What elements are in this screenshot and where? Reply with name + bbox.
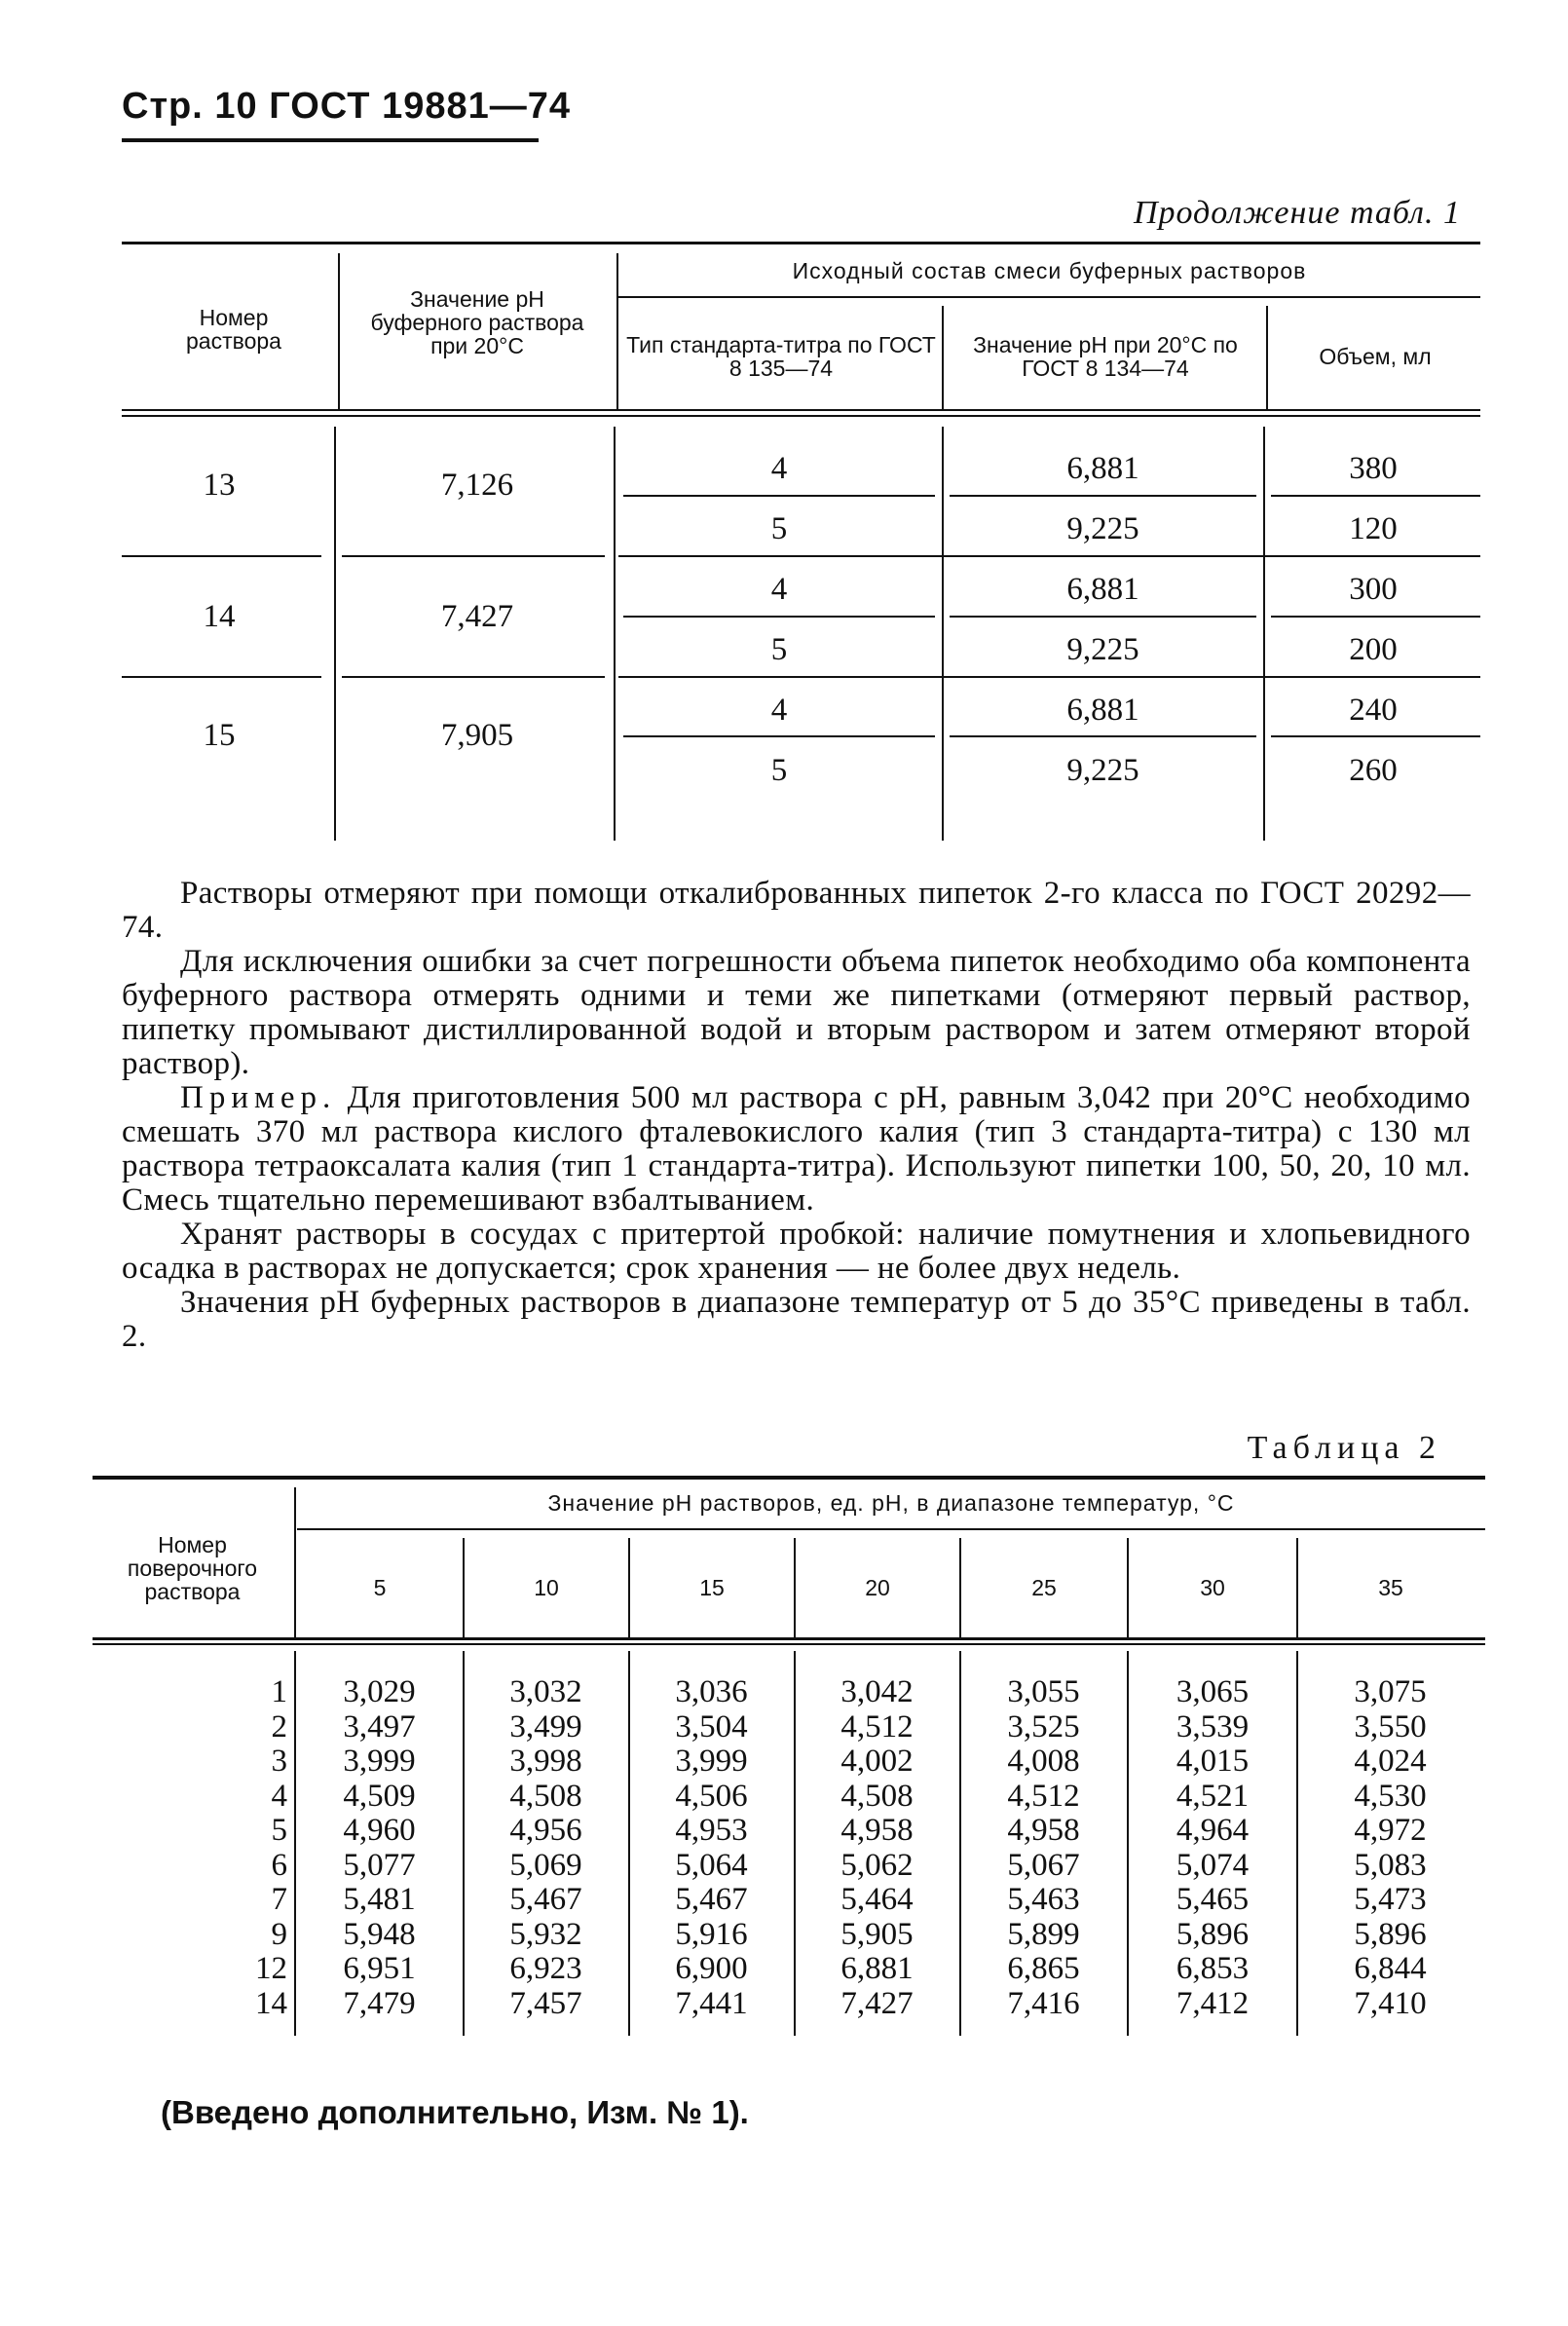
table1-part-volume: 200 bbox=[1349, 631, 1398, 667]
table1 bbox=[122, 242, 1480, 845]
table1-vline bbox=[942, 306, 944, 411]
table2-temp-header: 30 bbox=[1200, 1575, 1225, 1600]
table2-temp-header: 15 bbox=[699, 1575, 725, 1600]
table2-vline bbox=[1127, 1651, 1129, 2036]
table1-row-number: 15 bbox=[203, 717, 236, 753]
table2-vline bbox=[628, 1651, 630, 2036]
table1-vline bbox=[1263, 427, 1265, 841]
table1-row-ph: 7,126 bbox=[440, 467, 514, 503]
table1-row-number: 14 bbox=[203, 598, 236, 634]
table1-part-type: 4 bbox=[770, 692, 788, 728]
table1-row-rule bbox=[122, 555, 321, 557]
table2-temp-header: 25 bbox=[1031, 1575, 1057, 1600]
table1-sub-rule bbox=[950, 495, 1256, 497]
paragraph: Хранят растворы в сосудах с притертой пробкой: наличие помутнения и хлопьевидного осадка в растворах не допускается; срок хранения — не более двух недель. bbox=[122, 1217, 1471, 1286]
table2-temp-header: 5 bbox=[373, 1575, 387, 1600]
paragraph-example bbox=[122, 1081, 1471, 1218]
table2-vline bbox=[794, 1651, 796, 2036]
table2 bbox=[93, 1476, 1485, 2041]
table2-header-rule2 bbox=[93, 1643, 1485, 1645]
table1-row-rule bbox=[342, 555, 605, 557]
table2-col-5: 3,029 3,497 3,999 4,509 4,960 5,077 5,481 5,948 6,951 7,479 bbox=[343, 1674, 416, 2021]
table1-row-ph: 7,905 bbox=[440, 717, 514, 753]
table2-col-35: 3,075 3,550 4,024 4,530 4,972 5,083 5,473 5,896 6,844 7,410 bbox=[1354, 1674, 1427, 2021]
table2-vline bbox=[294, 1487, 296, 1637]
table1-part-volume: 240 bbox=[1349, 692, 1398, 728]
table2-temp-header: 20 bbox=[865, 1575, 890, 1600]
table1-sub-rule bbox=[950, 616, 1256, 618]
page-header: Стр. 10 ГОСТ 19881—74 bbox=[122, 86, 572, 127]
table1-row-rule bbox=[122, 676, 321, 678]
table1-part-ph: 9,225 bbox=[1066, 510, 1139, 546]
table2-col-10: 3,032 3,499 3,998 4,508 4,956 5,069 5,467 5,932 6,923 7,457 bbox=[509, 1674, 582, 2021]
table1-part-ph: 6,881 bbox=[1066, 450, 1139, 486]
table1-col-ph-buffer: Значение рН буферного раствора при 20°С bbox=[370, 286, 584, 358]
table1-part-ph: 6,881 bbox=[1066, 692, 1139, 728]
paragraph: Значения рН буферных растворов в диапазоне температур от 5 до 35°С приведены в табл. 2. bbox=[122, 1285, 1471, 1354]
table2-temp-header: 10 bbox=[534, 1575, 559, 1600]
table2-col-25: 3,055 3,525 4,008 4,512 4,958 5,067 5,463 5,899 6,865 7,416 bbox=[1007, 1674, 1080, 2021]
table1-col-ph20: Значение рН при 20°С по ГОСТ 8 134—74 bbox=[973, 331, 1238, 381]
table2-col-20: 3,042 4,512 4,002 4,508 4,958 5,062 5,464 5,905 6,881 7,427 bbox=[840, 1674, 914, 2021]
table1-part-type: 5 bbox=[770, 752, 788, 788]
amendment-note: (Введено дополнительно, Изм. № 1). bbox=[161, 2094, 749, 2130]
table1-header-rule2 bbox=[122, 415, 1480, 417]
table1-sub-rule bbox=[623, 495, 935, 497]
example-label: Пример. bbox=[180, 1080, 337, 1115]
table1-part-type: 4 bbox=[770, 450, 788, 486]
table1-row-ph: 7,427 bbox=[440, 598, 514, 634]
example-text: Для приготовления 500 мл раствора с рН, равным 3,042 при 20°С необходимо смешать 370 мл раствора кислого фталевокислого калия (тип 3 стандарта-титра) с 130 мл раствора тетраоксалата калия (тип 1 стандарта-титра). Используют пипетки 100, 50, 20, 10 мл. Смесь тщательно перемешивают взбалтыванием. bbox=[122, 1080, 1471, 1218]
table1-group-header: Исходный состав смеси буферных растворов bbox=[792, 258, 1307, 283]
table1-part-volume: 300 bbox=[1349, 571, 1398, 607]
table2-vline bbox=[463, 1651, 465, 2036]
table1-vline bbox=[338, 253, 340, 411]
table1-group-rule bbox=[618, 296, 1480, 298]
table2-vline bbox=[959, 1651, 961, 2036]
table1-part-volume: 120 bbox=[1349, 510, 1398, 546]
table1-col-number: Номер раствора bbox=[186, 305, 281, 354]
table2-col-15: 3,036 3,504 3,999 4,506 4,953 5,064 5,467 5,916 6,900 7,441 bbox=[675, 1674, 748, 2021]
table1-vline bbox=[1266, 306, 1268, 411]
table2-vline bbox=[294, 1651, 296, 2036]
table1-part-volume: 260 bbox=[1349, 752, 1398, 788]
table1-vline bbox=[942, 427, 944, 841]
table1-sub-rule bbox=[1271, 735, 1480, 737]
table1-part-volume: 380 bbox=[1349, 450, 1398, 486]
table1-part-type: 5 bbox=[770, 631, 788, 667]
table1-part-type: 4 bbox=[770, 571, 788, 607]
table1-sub-rule bbox=[618, 676, 1480, 678]
header-rule bbox=[122, 138, 539, 142]
table1-vline bbox=[616, 253, 618, 411]
table1-top-rule bbox=[122, 242, 1480, 244]
table1-vline bbox=[334, 427, 336, 841]
table1-sub-rule bbox=[1271, 495, 1480, 497]
table1-col-type: Тип стандарта-титра по ГОСТ 8 135—74 bbox=[626, 331, 936, 381]
table2-top-rule bbox=[93, 1476, 1485, 1480]
table2-col-30: 3,065 3,539 4,015 4,521 4,964 5,074 5,465 5,896 6,853 7,412 bbox=[1176, 1674, 1250, 2021]
paragraph: Растворы отмеряют при помощи откалиброванных пипеток 2-го класса по ГОСТ 20292—74. bbox=[122, 876, 1471, 945]
table1-row-number: 13 bbox=[203, 467, 236, 503]
table2-label: Таблица 2 bbox=[1247, 1430, 1441, 1466]
table2-group-rule bbox=[297, 1528, 1485, 1530]
table1-sub-rule bbox=[618, 555, 1480, 557]
table2-header-rule bbox=[93, 1637, 1485, 1640]
table1-part-ph: 9,225 bbox=[1066, 752, 1139, 788]
table1-sub-rule bbox=[1271, 616, 1480, 618]
table1-header-rule bbox=[122, 409, 1480, 411]
table1-continuation-label: Продолжение табл. 1 bbox=[1133, 195, 1461, 231]
table2-temp-header: 35 bbox=[1378, 1575, 1403, 1600]
table2-row-numbers: 1 2 3 4 5 6 7 9 12 14 bbox=[255, 1674, 287, 2021]
table2-col-number: Номер поверочного раствора bbox=[127, 1532, 258, 1604]
table1-part-ph: 6,881 bbox=[1066, 571, 1139, 607]
table1-vline bbox=[614, 427, 616, 841]
table1-part-ph: 9,225 bbox=[1066, 631, 1139, 667]
body-text bbox=[122, 877, 1471, 1354]
table1-sub-rule bbox=[623, 735, 935, 737]
table1-sub-rule bbox=[623, 616, 935, 618]
table1-part-type: 5 bbox=[770, 510, 788, 546]
table1-row-rule bbox=[342, 676, 605, 678]
table1-col-volume: Объем, мл bbox=[1319, 343, 1432, 369]
table1-sub-rule bbox=[950, 735, 1256, 737]
table2-group-header: Значение рН растворов, ед. рН, в диапазоне температур, °С bbox=[547, 1490, 1235, 1516]
table2-vline bbox=[1296, 1651, 1298, 2036]
paragraph: Для исключения ошибки за счет погрешности объема пипеток необходимо оба компонента буферного раствора отмерять одними и теми же пипетками (отмеряют первый раствор, пипетку промывают дистиллированной водой и вторым раствором и затем отмеряют второй раствор). bbox=[122, 944, 1471, 1081]
